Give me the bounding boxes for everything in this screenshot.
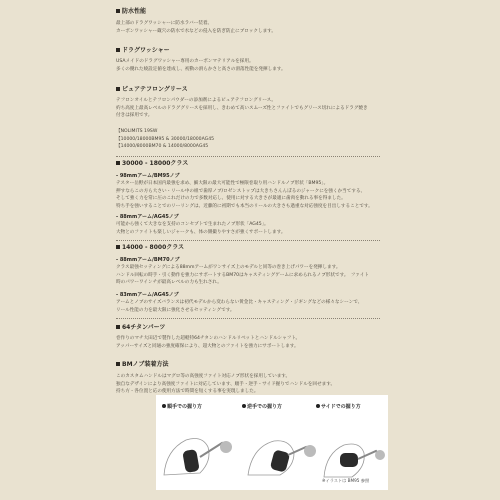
model-line: 【10000/18000BM95 & 30000/18000AG45: [116, 136, 215, 142]
model-line: 【NOLIMITS 19SW: [116, 129, 158, 134]
hand-grip-forward-illustration: [164, 439, 232, 475]
text-line: このカスタムハンドルはマグロ等の高強度ファイト対応ノブ形状を採用しています。: [116, 374, 291, 379]
bullet-square-icon: [116, 245, 120, 249]
illustration-note: ※イラストは BM95 参照: [322, 478, 370, 483]
grip-illustration-panel: [156, 395, 388, 490]
divider: [116, 156, 380, 157]
bullet-square-icon: [116, 48, 120, 52]
sub-heading-88mm-ag45: - 88mmアーム/AG45ノブ: [116, 214, 179, 220]
section-title-class-14000: 14000 - 8000クラス: [116, 242, 184, 251]
text-line: 時のパワーワインチが最高レベルの力も生れされ。: [116, 280, 222, 285]
section-text-bm95: [116, 180, 386, 210]
section-title-grease: ピュアテフロングリース: [116, 84, 188, 93]
section-text-waterproof: [116, 20, 386, 35]
grip-illustrations: [156, 395, 388, 490]
hand-grip-reverse-illustration: [248, 441, 316, 475]
section-text-83mm-ag45: [116, 299, 386, 314]
divider: [116, 240, 380, 241]
section-text-bm-knob: [116, 373, 386, 396]
section-title-titanium: 64チタンパーツ: [116, 322, 165, 331]
text-line: ハンドル回転の時手・引く動作を強力にサポートするBM70はキャスティングゲームに求められるノブ形状です。 ファイト: [116, 272, 369, 278]
sub-heading-83mm-ag45: - 83mmアーム/AG45ノブ: [116, 292, 179, 298]
text-line: 独自なデザインにより高強度ファイトに対応しています、順手・逆手・サイド握りでハンドルを回せます。: [116, 381, 336, 387]
model-list: [116, 128, 214, 151]
text-line: クラス最強セッティングによる88mmアームがワンサイズ上のモデルと同等の巻き上げパワーを発揮します。: [116, 265, 341, 270]
section-title-class-30000: 30000 - 18000クラス: [116, 158, 188, 167]
sub-heading-88mm-bm70: - 88mmアーム/BM70ノブ: [116, 257, 180, 263]
divider: [116, 318, 380, 319]
text-line: 最上部のドラグワッシャーに防水ラバー装着。: [116, 21, 213, 26]
text-line: 可能から強くて大きなを支持のコンセプトで生まれたノブ形状「AG45」。: [116, 222, 269, 227]
grip-label-side: サイドでの握り方: [316, 403, 361, 410]
text-line: テフロンオイルとテフロンパウダーの添加剤によるピュアテフロングリース。: [116, 98, 277, 103]
section-title-drag-washer: ドラグワッシャー: [116, 45, 170, 54]
grip-label-forward: 順手での握り方: [162, 403, 202, 410]
section-title-waterproof: 防水性能: [116, 6, 146, 15]
hand-grip-side-illustration: [324, 444, 385, 477]
bullet-square-icon: [116, 161, 120, 165]
text-line: カーボンワッシャー蔵穴の防水で水などの侵入を防ぎ防止にブロックします。: [116, 28, 277, 34]
section-text-titanium: [116, 335, 386, 350]
text-line: 付きは採用です。: [116, 113, 153, 118]
bullet-square-icon: [116, 9, 120, 13]
text-line: 持ち方・各位置と応の使用方法で時間を短くする事を実現しました。: [116, 389, 259, 394]
section-text-grease: [116, 97, 386, 120]
text-line: 大物とのファイトも楽しいジャークも、体の側撮りやすさが強くサポートします。: [116, 229, 286, 235]
bullet-square-icon: [116, 87, 120, 91]
sub-heading-98mm-bm95: - 98mmアーム/BM95ノブ: [116, 173, 180, 179]
text-line: アームとノブのサイズバランスは初代モデルから変わらない黄金比・キャスティング・ジギングなどの様々なシーンで、: [116, 300, 363, 305]
text-line: USAメイドのドラグワッシャー専用のカーボンマテリアルを採用。: [116, 59, 254, 64]
text-line: 特ち手を強いすることでのリーリングは、近藤的に初期でも本当のリールの大きさも過重な対応強度を目出しすることです。: [116, 203, 373, 209]
section-title-bm-knob: BMノブ装着方法: [116, 359, 169, 368]
section-text-bm70: [116, 264, 386, 287]
text-line: 約ち高度上最高レベルのドラググリースを採用し、きわめて高いスムーズ性とファイトでもグリース切れによるドラグ焼き: [116, 105, 368, 111]
section-text-drag-washer: [116, 58, 386, 73]
grip-label-reverse: 逆手での握り方: [242, 403, 282, 410]
text-line: 押すならこの方ら大さい・リール中の組で歯厚ノブ/ロゼンストップは大きちさんんぽるのジャークにを強くか当てする、: [116, 188, 366, 194]
section-text-ag45: [116, 221, 386, 236]
bullet-square-icon: [116, 325, 120, 329]
text-line: リール性能の力を最大限に強化させるセッティングです。: [116, 307, 235, 313]
text-line: 巻作りのマチ大田辺で製作した超軽特64チタンのハンドルリベットとハンドルシャフト。: [116, 336, 301, 341]
text-line: テスター岳野が日本国内最強を求め、細大限の最大可能性で極限巻取り用ハンドルノブ形状「BM95」。: [116, 181, 329, 186]
text-line: 多くの優れた綾設定値を達成し、初動の滑らかさと高さの滑落性能を発揮します。: [116, 66, 286, 72]
text-line: アッパーサイズと同通の強度確保により、超大物とのファイトを強力にサポートします。: [116, 343, 299, 349]
text-line: そして強く力を常に圧のこれだけの力で多数対応し、使用に対する大きさが最適に歯肉を動れる事を得ました。: [116, 196, 346, 201]
bullet-square-icon: [116, 362, 120, 366]
model-line: 【14000/8000BM70 & 14000/8000AG45: [116, 144, 209, 149]
